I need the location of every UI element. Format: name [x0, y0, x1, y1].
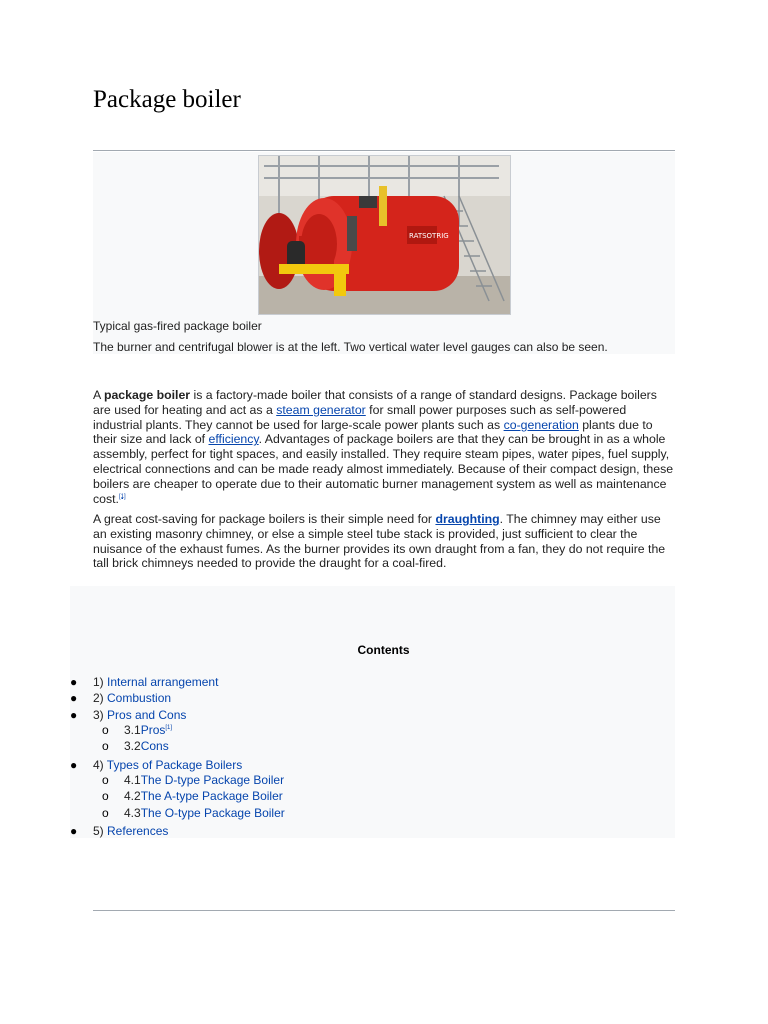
bullet-icon: ●	[70, 708, 78, 722]
link-efficiency[interactable]: efficiency	[208, 432, 259, 447]
toc-item-internal-arrangement[interactable]: 1) Internal arrangement	[93, 675, 219, 689]
link-co-generation[interactable]: co-generation	[503, 417, 579, 432]
infobox	[93, 152, 675, 354]
term-package-boiler: package boiler	[103, 388, 191, 402]
toc-item-o-type[interactable]: 4.3The O-type Package Boiler	[124, 806, 285, 820]
infobox-caption-detail: The burner and centrifugal blower is at the left. Two vertical water level gauges can also be seen.	[93, 340, 608, 354]
link-steam-generator[interactable]: steam generator	[276, 402, 366, 417]
toc-item-cons[interactable]: 3.2Cons	[124, 739, 169, 753]
toc-item-a-type[interactable]: 4.2The A-type Package Boiler	[124, 789, 283, 803]
table-of-contents	[70, 586, 675, 838]
bullet-icon: ●	[70, 824, 78, 838]
sub-bullet-icon: o	[102, 773, 109, 787]
toc-item-pros-and-cons[interactable]: 3) Pros and Cons	[93, 708, 187, 722]
toc-item-types[interactable]: 4) Types of Package Boilers	[93, 758, 243, 772]
title-divider	[93, 150, 675, 151]
toc-item-combustion[interactable]: 2) Combustion	[93, 691, 172, 705]
bullet-icon: ●	[70, 758, 78, 772]
infobox-caption-title: Typical gas-fired package boiler	[93, 319, 262, 333]
intro-paragraph: A package boiler is a factory-made boiler that consists of a range of standard designs. Package boilers are used for heating and act as a steam generator for small power purposes such as self-powered industrial plants. They cannot be used for large-scale power plants such as co-generation plants due to their size and lack of efficiency. Advantages of package boilers are that they can be brought in as a whole assembly, perfect for tight spaces, and easily installed. They require steam pipes, water pipes, fuel supply, electrical connections and can be made ready almost immediately. Because of their compact design, these boilers are cheaper to operate due to their automatic burner management system as well as maintenance cost.[1]	[93, 388, 674, 506]
boiler-photo[interactable]	[258, 155, 511, 315]
page-title: Package boiler	[93, 86, 241, 113]
sub-bullet-icon: o	[102, 739, 109, 753]
sub-bullet-icon: o	[102, 723, 109, 737]
svg-text:RATSOTRIG: RATSOTRIG	[409, 232, 449, 240]
bullet-icon: ●	[70, 691, 78, 705]
toc-item-references[interactable]: 5) References	[93, 824, 169, 838]
bottom-divider	[93, 910, 675, 911]
draughting-paragraph: A great cost-saving for package boilers is their simple need for draughting. The chimney may either use an existing masonry chimney, or else a simple steel tube stack is provided, just sufficient to clear the nuisance of the exhaust fumes. As the burner provides its own draught from a fan, they do not require the tall brick chimneys needed to provide the draught for a coal-fired.	[93, 512, 666, 571]
bullet-icon: ●	[70, 675, 78, 689]
toc-item-d-type[interactable]: 4.1The D-type Package Boiler	[124, 773, 285, 787]
toc-title: Contents	[357, 643, 410, 657]
toc-item-pros[interactable]: 3.1Pros[1]	[124, 723, 173, 737]
boiler-illustration	[259, 156, 510, 314]
reference-1-link[interactable]: [1]	[118, 493, 126, 500]
link-draughting[interactable]: draughting	[435, 512, 500, 526]
sub-bullet-icon: o	[102, 789, 109, 803]
sub-bullet-icon: o	[102, 806, 109, 820]
